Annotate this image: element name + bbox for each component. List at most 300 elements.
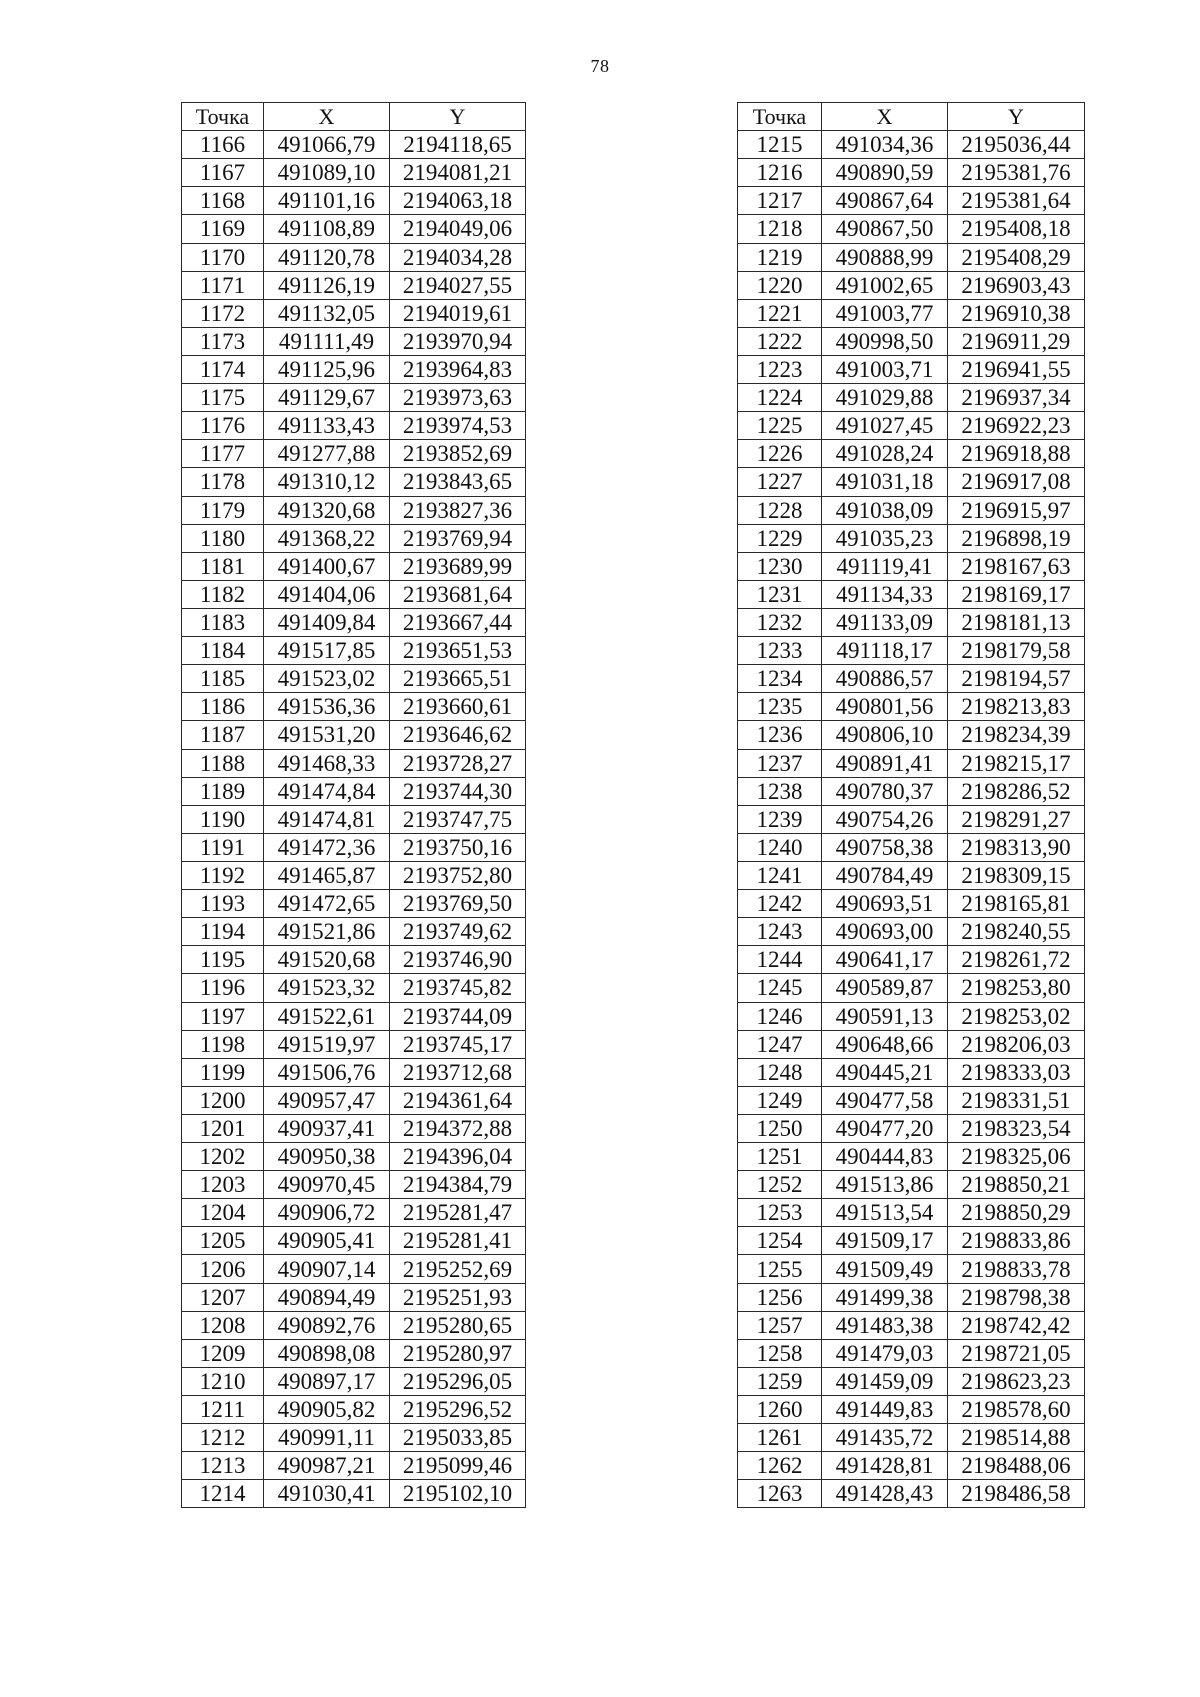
x-coordinate-cell: 490477,20 (822, 1114, 948, 1142)
page-number: 78 (590, 56, 610, 76)
y-coordinate-cell: 2195280,97 (390, 1339, 526, 1367)
table-row (738, 1255, 1085, 1283)
point-number-cell: 1254 (738, 1227, 822, 1255)
coordinates-table-right (737, 102, 1085, 1508)
x-coordinate-cell: 491509,49 (822, 1255, 948, 1283)
x-coordinate-cell: 490970,45 (264, 1171, 390, 1199)
point-number-cell: 1186 (182, 693, 264, 721)
x-coordinate-cell: 490867,64 (822, 187, 948, 215)
table-row (182, 777, 526, 805)
x-coordinate-cell: 491428,43 (822, 1480, 948, 1508)
point-number-cell: 1203 (182, 1171, 264, 1199)
x-coordinate-cell: 490888,99 (822, 243, 948, 271)
point-number-cell: 1230 (738, 552, 822, 580)
table-row (182, 693, 526, 721)
point-number-cell: 1236 (738, 721, 822, 749)
x-coordinate-cell: 491038,09 (822, 496, 948, 524)
x-coordinate-cell: 491101,16 (264, 187, 390, 215)
x-coordinate-cell: 491522,61 (264, 1002, 390, 1030)
x-coordinate-cell: 491519,97 (264, 1030, 390, 1058)
y-coordinate-cell: 2196917,08 (948, 468, 1085, 496)
y-coordinate-cell: 2194063,18 (390, 187, 526, 215)
x-coordinate-cell: 491513,86 (822, 1171, 948, 1199)
x-coordinate-cell: 490780,37 (822, 777, 948, 805)
x-coordinate-cell: 490987,21 (264, 1452, 390, 1480)
x-coordinate-cell: 490905,82 (264, 1396, 390, 1424)
y-coordinate-cell: 2198309,15 (948, 861, 1085, 889)
point-number-cell: 1233 (738, 637, 822, 665)
table-row (182, 243, 526, 271)
header-y: Y (948, 103, 1085, 131)
y-coordinate-cell: 2193744,30 (390, 777, 526, 805)
y-coordinate-cell: 2193712,68 (390, 1058, 526, 1086)
y-coordinate-cell: 2198167,63 (948, 552, 1085, 580)
y-coordinate-cell: 2196903,43 (948, 271, 1085, 299)
x-coordinate-cell: 490758,38 (822, 833, 948, 861)
x-coordinate-cell: 491030,41 (264, 1480, 390, 1508)
table-row (738, 1283, 1085, 1311)
x-coordinate-cell: 490950,38 (264, 1143, 390, 1171)
x-coordinate-cell: 490444,83 (822, 1143, 948, 1171)
x-coordinate-cell: 490998,50 (822, 327, 948, 355)
y-coordinate-cell: 2193974,53 (390, 412, 526, 440)
point-number-cell: 1179 (182, 496, 264, 524)
x-coordinate-cell: 491027,45 (822, 412, 948, 440)
table-row (182, 1086, 526, 1114)
y-coordinate-cell: 2198323,54 (948, 1114, 1085, 1142)
point-number-cell: 1182 (182, 580, 264, 608)
table-row (182, 327, 526, 355)
x-coordinate-cell: 490806,10 (822, 721, 948, 749)
point-number-cell: 1185 (182, 665, 264, 693)
x-coordinate-cell: 490898,08 (264, 1339, 390, 1367)
table-row (738, 1058, 1085, 1086)
table-row (182, 1114, 526, 1142)
table-row (738, 271, 1085, 299)
x-coordinate-cell: 491125,96 (264, 355, 390, 383)
x-coordinate-cell: 491002,65 (822, 271, 948, 299)
point-number-cell: 1248 (738, 1058, 822, 1086)
y-coordinate-cell: 2193681,64 (390, 580, 526, 608)
y-coordinate-cell: 2193827,36 (390, 496, 526, 524)
header-y: Y (390, 103, 526, 131)
point-number-cell: 1225 (738, 412, 822, 440)
point-number-cell: 1204 (182, 1199, 264, 1227)
point-number-cell: 1190 (182, 805, 264, 833)
x-coordinate-cell: 491003,71 (822, 355, 948, 383)
y-coordinate-cell: 2196910,38 (948, 299, 1085, 327)
point-number-cell: 1181 (182, 552, 264, 580)
x-coordinate-cell: 491409,84 (264, 608, 390, 636)
point-number-cell: 1195 (182, 946, 264, 974)
y-coordinate-cell: 2193843,65 (390, 468, 526, 496)
point-number-cell: 1256 (738, 1283, 822, 1311)
y-coordinate-cell: 2198833,86 (948, 1227, 1085, 1255)
y-coordinate-cell: 2198721,05 (948, 1339, 1085, 1367)
table-row (738, 1086, 1085, 1114)
y-coordinate-cell: 2198850,21 (948, 1171, 1085, 1199)
y-coordinate-cell: 2193660,61 (390, 693, 526, 721)
y-coordinate-cell: 2193745,82 (390, 974, 526, 1002)
point-number-cell: 1197 (182, 1002, 264, 1030)
y-coordinate-cell: 2193973,63 (390, 384, 526, 412)
table-row (738, 412, 1085, 440)
table-row (738, 861, 1085, 889)
point-number-cell: 1251 (738, 1143, 822, 1171)
table-header-row (182, 103, 526, 131)
y-coordinate-cell: 2193651,53 (390, 637, 526, 665)
header-point: Точка (738, 103, 822, 131)
x-coordinate-cell: 491509,17 (822, 1227, 948, 1255)
y-coordinate-cell: 2193728,27 (390, 749, 526, 777)
x-coordinate-cell: 491459,09 (822, 1367, 948, 1395)
y-coordinate-cell: 2195280,65 (390, 1311, 526, 1339)
table-row (182, 1058, 526, 1086)
y-coordinate-cell: 2198165,81 (948, 890, 1085, 918)
x-coordinate-cell: 491320,68 (264, 496, 390, 524)
table-row (738, 1367, 1085, 1395)
y-coordinate-cell: 2193665,51 (390, 665, 526, 693)
table-row (738, 1227, 1085, 1255)
x-coordinate-cell: 490445,21 (822, 1058, 948, 1086)
point-number-cell: 1215 (738, 131, 822, 159)
x-coordinate-cell: 491133,43 (264, 412, 390, 440)
table-row (738, 1396, 1085, 1424)
x-coordinate-cell: 490648,66 (822, 1030, 948, 1058)
point-number-cell: 1172 (182, 299, 264, 327)
table-row (738, 243, 1085, 271)
point-number-cell: 1216 (738, 159, 822, 187)
table-row (738, 608, 1085, 636)
point-number-cell: 1232 (738, 608, 822, 636)
table-row (182, 440, 526, 468)
table-row (182, 131, 526, 159)
y-coordinate-cell: 2193646,62 (390, 721, 526, 749)
x-coordinate-cell: 490867,50 (822, 215, 948, 243)
x-coordinate-cell: 490991,11 (264, 1424, 390, 1452)
point-number-cell: 1221 (738, 299, 822, 327)
point-number-cell: 1170 (182, 243, 264, 271)
point-number-cell: 1229 (738, 524, 822, 552)
table-row (182, 861, 526, 889)
point-number-cell: 1167 (182, 159, 264, 187)
point-number-cell: 1245 (738, 974, 822, 1002)
point-number-cell: 1238 (738, 777, 822, 805)
table-row (738, 1339, 1085, 1367)
point-number-cell: 1223 (738, 355, 822, 383)
point-number-cell: 1237 (738, 749, 822, 777)
y-coordinate-cell: 2198488,06 (948, 1452, 1085, 1480)
table-row (182, 946, 526, 974)
y-coordinate-cell: 2195099,46 (390, 1452, 526, 1480)
table-row (182, 1255, 526, 1283)
point-number-cell: 1183 (182, 608, 264, 636)
table-row (738, 890, 1085, 918)
y-coordinate-cell: 2193749,62 (390, 918, 526, 946)
table-row (182, 1030, 526, 1058)
x-coordinate-cell: 491028,24 (822, 440, 948, 468)
table-row (182, 1199, 526, 1227)
y-coordinate-cell: 2198291,27 (948, 805, 1085, 833)
x-coordinate-cell: 491523,32 (264, 974, 390, 1002)
point-number-cell: 1235 (738, 693, 822, 721)
point-number-cell: 1227 (738, 468, 822, 496)
point-number-cell: 1184 (182, 637, 264, 665)
y-coordinate-cell: 2198194,57 (948, 665, 1085, 693)
table-row (738, 1452, 1085, 1480)
table-row (182, 918, 526, 946)
point-number-cell: 1218 (738, 215, 822, 243)
x-coordinate-cell: 491483,38 (822, 1311, 948, 1339)
point-number-cell: 1222 (738, 327, 822, 355)
table-row (182, 299, 526, 327)
y-coordinate-cell: 2193769,94 (390, 524, 526, 552)
table-row (182, 833, 526, 861)
y-coordinate-cell: 2198169,17 (948, 580, 1085, 608)
table-row (738, 1171, 1085, 1199)
table-row (738, 637, 1085, 665)
x-coordinate-cell: 491119,41 (822, 552, 948, 580)
table-row (182, 384, 526, 412)
point-number-cell: 1220 (738, 271, 822, 299)
x-coordinate-cell: 490693,51 (822, 890, 948, 918)
point-number-cell: 1213 (182, 1452, 264, 1480)
x-coordinate-cell: 490801,56 (822, 693, 948, 721)
point-number-cell: 1260 (738, 1396, 822, 1424)
y-coordinate-cell: 2195281,41 (390, 1227, 526, 1255)
x-coordinate-cell: 491400,67 (264, 552, 390, 580)
table-row (182, 974, 526, 1002)
table-row (738, 580, 1085, 608)
point-number-cell: 1255 (738, 1255, 822, 1283)
y-coordinate-cell: 2198623,23 (948, 1367, 1085, 1395)
x-coordinate-cell: 491111,49 (264, 327, 390, 355)
table-row (738, 440, 1085, 468)
table-row (738, 355, 1085, 383)
y-coordinate-cell: 2195281,47 (390, 1199, 526, 1227)
y-coordinate-cell: 2193852,69 (390, 440, 526, 468)
y-coordinate-cell: 2193744,09 (390, 1002, 526, 1030)
point-number-cell: 1193 (182, 890, 264, 918)
x-coordinate-cell: 491066,79 (264, 131, 390, 159)
x-coordinate-cell: 491120,78 (264, 243, 390, 271)
x-coordinate-cell: 490907,14 (264, 1255, 390, 1283)
point-number-cell: 1259 (738, 1367, 822, 1395)
y-coordinate-cell: 2193964,83 (390, 355, 526, 383)
x-coordinate-cell: 491520,68 (264, 946, 390, 974)
table-row (738, 918, 1085, 946)
y-coordinate-cell: 2198234,39 (948, 721, 1085, 749)
table-row (738, 384, 1085, 412)
table-row (738, 1311, 1085, 1339)
point-number-cell: 1201 (182, 1114, 264, 1142)
table-row (182, 271, 526, 299)
table-row (738, 721, 1085, 749)
x-coordinate-cell: 490589,87 (822, 974, 948, 1002)
point-number-cell: 1243 (738, 918, 822, 946)
x-coordinate-cell: 490894,49 (264, 1283, 390, 1311)
y-coordinate-cell: 2193667,44 (390, 608, 526, 636)
y-coordinate-cell: 2198213,83 (948, 693, 1085, 721)
table-row (738, 131, 1085, 159)
point-number-cell: 1257 (738, 1311, 822, 1339)
y-coordinate-cell: 2193747,75 (390, 805, 526, 833)
point-number-cell: 1214 (182, 1480, 264, 1508)
y-coordinate-cell: 2196941,55 (948, 355, 1085, 383)
point-number-cell: 1198 (182, 1030, 264, 1058)
point-number-cell: 1226 (738, 440, 822, 468)
point-number-cell: 1169 (182, 215, 264, 243)
y-coordinate-cell: 2196918,88 (948, 440, 1085, 468)
table-row (182, 524, 526, 552)
table-row (182, 468, 526, 496)
table-row (182, 1452, 526, 1480)
point-number-cell: 1168 (182, 187, 264, 215)
x-coordinate-cell: 491506,76 (264, 1058, 390, 1086)
y-coordinate-cell: 2195036,44 (948, 131, 1085, 159)
point-number-cell: 1176 (182, 412, 264, 440)
table-body-left (182, 131, 526, 1508)
y-coordinate-cell: 2195252,69 (390, 1255, 526, 1283)
y-coordinate-cell: 2194019,61 (390, 299, 526, 327)
x-coordinate-cell: 490886,57 (822, 665, 948, 693)
x-coordinate-cell: 491310,12 (264, 468, 390, 496)
y-coordinate-cell: 2198215,17 (948, 749, 1085, 777)
x-coordinate-cell: 490905,41 (264, 1227, 390, 1255)
x-coordinate-cell: 491465,87 (264, 861, 390, 889)
x-coordinate-cell: 490591,13 (822, 1002, 948, 1030)
table-row (182, 215, 526, 243)
table-row (738, 552, 1085, 580)
table-row (182, 665, 526, 693)
x-coordinate-cell: 490641,17 (822, 946, 948, 974)
x-coordinate-cell: 491035,23 (822, 524, 948, 552)
table-row (738, 974, 1085, 1002)
header-x: X (264, 103, 390, 131)
y-coordinate-cell: 2198833,78 (948, 1255, 1085, 1283)
y-coordinate-cell: 2195381,64 (948, 187, 1085, 215)
y-coordinate-cell: 2194081,21 (390, 159, 526, 187)
y-coordinate-cell: 2195408,29 (948, 243, 1085, 271)
y-coordinate-cell: 2195381,76 (948, 159, 1085, 187)
point-number-cell: 1250 (738, 1114, 822, 1142)
table-row (738, 1199, 1085, 1227)
point-number-cell: 1253 (738, 1199, 822, 1227)
x-coordinate-cell: 491003,77 (822, 299, 948, 327)
table-row (738, 1030, 1085, 1058)
x-coordinate-cell: 491468,33 (264, 749, 390, 777)
y-coordinate-cell: 2193745,17 (390, 1030, 526, 1058)
table-header-row (738, 103, 1085, 131)
y-coordinate-cell: 2194396,04 (390, 1143, 526, 1171)
coordinates-table-left (181, 102, 526, 1508)
table-row (182, 1311, 526, 1339)
x-coordinate-cell: 491499,38 (822, 1283, 948, 1311)
x-coordinate-cell: 491517,85 (264, 637, 390, 665)
y-coordinate-cell: 2196937,34 (948, 384, 1085, 412)
table-row (182, 1143, 526, 1171)
table-row (182, 1227, 526, 1255)
x-coordinate-cell: 491513,54 (822, 1199, 948, 1227)
x-coordinate-cell: 491108,89 (264, 215, 390, 243)
point-number-cell: 1234 (738, 665, 822, 693)
point-number-cell: 1224 (738, 384, 822, 412)
point-number-cell: 1196 (182, 974, 264, 1002)
point-number-cell: 1228 (738, 496, 822, 524)
y-coordinate-cell: 2193746,90 (390, 946, 526, 974)
point-number-cell: 1209 (182, 1339, 264, 1367)
x-coordinate-cell: 490890,59 (822, 159, 948, 187)
table-row (182, 1283, 526, 1311)
point-number-cell: 1252 (738, 1171, 822, 1199)
point-number-cell: 1174 (182, 355, 264, 383)
point-number-cell: 1188 (182, 749, 264, 777)
x-coordinate-cell: 491536,36 (264, 693, 390, 721)
y-coordinate-cell: 2198240,55 (948, 918, 1085, 946)
point-number-cell: 1212 (182, 1424, 264, 1452)
table-row (738, 468, 1085, 496)
table-row (182, 412, 526, 440)
x-coordinate-cell: 490892,76 (264, 1311, 390, 1339)
point-number-cell: 1258 (738, 1339, 822, 1367)
table-row (738, 833, 1085, 861)
x-coordinate-cell: 490957,47 (264, 1086, 390, 1114)
point-number-cell: 1262 (738, 1452, 822, 1480)
x-coordinate-cell: 490693,00 (822, 918, 948, 946)
table-row (738, 1002, 1085, 1030)
point-number-cell: 1205 (182, 1227, 264, 1255)
point-number-cell: 1261 (738, 1424, 822, 1452)
x-coordinate-cell: 491129,67 (264, 384, 390, 412)
y-coordinate-cell: 2193752,80 (390, 861, 526, 889)
point-number-cell: 1239 (738, 805, 822, 833)
y-coordinate-cell: 2198261,72 (948, 946, 1085, 974)
table-row (182, 552, 526, 580)
table-row (182, 1339, 526, 1367)
point-number-cell: 1210 (182, 1367, 264, 1395)
table-row (182, 637, 526, 665)
table-row (738, 1424, 1085, 1452)
y-coordinate-cell: 2198486,58 (948, 1480, 1085, 1508)
x-coordinate-cell: 490477,58 (822, 1086, 948, 1114)
point-number-cell: 1247 (738, 1030, 822, 1058)
table-row (182, 805, 526, 833)
x-coordinate-cell: 491521,86 (264, 918, 390, 946)
point-number-cell: 1202 (182, 1143, 264, 1171)
x-coordinate-cell: 491134,33 (822, 580, 948, 608)
table-row (182, 1171, 526, 1199)
point-number-cell: 1231 (738, 580, 822, 608)
table-row (738, 159, 1085, 187)
x-coordinate-cell: 491472,65 (264, 890, 390, 918)
x-coordinate-cell: 490891,41 (822, 749, 948, 777)
table-row (182, 355, 526, 383)
y-coordinate-cell: 2193769,50 (390, 890, 526, 918)
point-number-cell: 1171 (182, 271, 264, 299)
table-row (738, 1143, 1085, 1171)
table-row (182, 1480, 526, 1508)
x-coordinate-cell: 491472,36 (264, 833, 390, 861)
y-coordinate-cell: 2198179,58 (948, 637, 1085, 665)
x-coordinate-cell: 491449,83 (822, 1396, 948, 1424)
y-coordinate-cell: 2194361,64 (390, 1086, 526, 1114)
x-coordinate-cell: 491404,06 (264, 580, 390, 608)
y-coordinate-cell: 2198325,06 (948, 1143, 1085, 1171)
x-coordinate-cell: 491368,22 (264, 524, 390, 552)
point-number-cell: 1200 (182, 1086, 264, 1114)
y-coordinate-cell: 2194384,79 (390, 1171, 526, 1199)
table-row (182, 1424, 526, 1452)
